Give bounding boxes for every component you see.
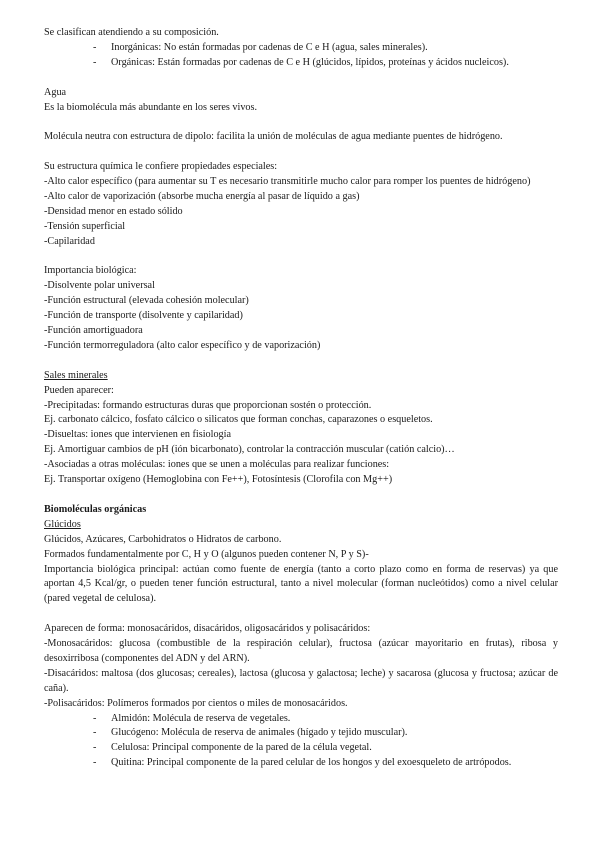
composicion-intro: Se clasifican atendiendo a su composición. bbox=[44, 27, 219, 38]
list-item: -Densidad menor en estado sólido bbox=[44, 205, 183, 217]
list-item bbox=[44, 41, 558, 56]
sales-line: -Asociadas a otras moléculas: iones que se unen a moléculas para realizar funciones: bbox=[44, 459, 390, 471]
bullet-marker: - bbox=[93, 41, 97, 53]
list-item bbox=[44, 741, 558, 756]
list-item bbox=[44, 756, 558, 771]
sales-heading: Sales minerales bbox=[44, 369, 108, 381]
list-item bbox=[44, 56, 558, 71]
agua-heading: Agua bbox=[44, 86, 67, 98]
sales-line: Ej. carbonato cálcico, fosfato cálcico o silicatos que forman conchas, caparazones o esqueletos. bbox=[44, 414, 433, 426]
glucidos-names: Glúcidos, Azúcares, Carbohidratos o Hidratos de carbono. bbox=[44, 533, 282, 545]
document-page bbox=[44, 26, 558, 771]
bullet-marker: - bbox=[93, 742, 97, 754]
list-item bbox=[44, 726, 558, 741]
list-item: -Función estructural (elevada cohesión molecular) bbox=[44, 295, 249, 307]
list-item-text: Inorgánicas: No están formadas por cadenas de C e H (agua, sales minerales). bbox=[111, 41, 428, 53]
disacaridos: -Disacáridos: maltosa (dos glucosas; cereales), lactosa (glucosa y galactosa; leche) y sacarosa (glucosa y fructosa; azúcar de caña). bbox=[44, 667, 558, 694]
list-item: -Función de transporte (disolvente y capilaridad) bbox=[44, 310, 243, 322]
list-item: -Función amortiguadora bbox=[44, 325, 143, 337]
glucidos-formados: Formados fundamentalmente por C, H y O (algunos pueden contener N, P y S)- bbox=[44, 548, 369, 560]
list-item-text: Almidón: Molécula de reserva de vegetales. bbox=[111, 712, 291, 724]
organicas-heading: Biomoléculas orgánicas bbox=[44, 503, 147, 515]
polisacaridos: -Polisacáridos: Polímeros formados por cientos o miles de monosacáridos. bbox=[44, 697, 348, 709]
agua-propiedades-intro: Su estructura química le confiere propiedades especiales: bbox=[44, 161, 278, 173]
monosacaridos: -Monosacáridos: glucosa (combustible de la respiración celular), fructosa (azúcar mayoritario en frutas), ribosa y desoxirribosa (componentes del ADN y del ARN). bbox=[44, 638, 558, 664]
list-item-text: Glucógeno: Molécula de reserva de animales (hígado y tejido muscular). bbox=[111, 727, 408, 739]
agua-dipolo: Molécula neutra con estructura de dipolo: facilita la unión de moléculas de agua mediante puentes de hidrógeno. bbox=[44, 131, 503, 143]
list-item: -Alto calor específico (para aumentar su T es necesario transmitirle mucho calor para romper los puentes de hidrógeno) bbox=[44, 176, 531, 188]
list-item-text: Quitina: Principal componente de la pared celular de los hongos y del exoesqueleto de artrópodos. bbox=[111, 757, 512, 769]
sales-line: Ej. Transportar oxígeno (Hemoglobina con Fe++), Fotosíntesis (Clorofila con Mg++) bbox=[44, 474, 393, 486]
sales-line: -Precipitadas: formando estructuras duras que proporcionan sostén o protección. bbox=[44, 399, 372, 411]
list-item-text: Celulosa: Principal componente de la pared de la célula vegetal. bbox=[111, 742, 372, 754]
bullet-marker: - bbox=[93, 727, 97, 739]
sales-line: -Disueltas: iones que intervienen en fisiología bbox=[44, 429, 232, 441]
agua-importancia-intro: Importancia biológica: bbox=[44, 265, 137, 277]
list-item bbox=[44, 712, 558, 727]
agua-abundante: Es la biomolécula más abundante en los seres vivos. bbox=[44, 101, 258, 113]
list-item-text: Orgánicas: Están formadas por cadenas de C e H (glúcidos, lípidos, proteínas y ácidos nucleicos). bbox=[111, 56, 509, 68]
list-item: -Tensión superficial bbox=[44, 220, 126, 232]
list-item: -Capilaridad bbox=[44, 235, 95, 247]
bullet-marker: - bbox=[93, 56, 97, 68]
glucidos-importancia: Importancia biológica principal: actúan como fuente de energía (tanto a corto plazo como en forma de reservas) ya que aportan 4,5 Kcal/gr, o pueden tener función estructural, tanto a nivel molecular (forman nucleótidos) como a nivel celular (pared vegetal de celulosa). bbox=[44, 563, 558, 605]
list-item: -Alto calor de vaporización (absorbe mucha energía al pasar de líquido a gas) bbox=[44, 190, 360, 202]
glucidos-heading: Glúcidos bbox=[44, 518, 81, 530]
list-item: -Disolvente polar universal bbox=[44, 280, 155, 292]
list-item: -Función termorreguladora (alto calor específico y de vaporización) bbox=[44, 339, 321, 351]
sales-line: Pueden aparecer: bbox=[44, 384, 114, 396]
bullet-marker: - bbox=[93, 712, 97, 724]
sales-line: Ej. Amortiguar cambios de pH (ión bicarbonato), controlar la contracción muscular (catión calcio)… bbox=[44, 444, 455, 456]
bullet-marker: - bbox=[93, 757, 97, 769]
glucidos-formas: Aparecen de forma: monosacáridos, disacáridos, oligosacáridos y polisacáridos: bbox=[44, 623, 371, 635]
